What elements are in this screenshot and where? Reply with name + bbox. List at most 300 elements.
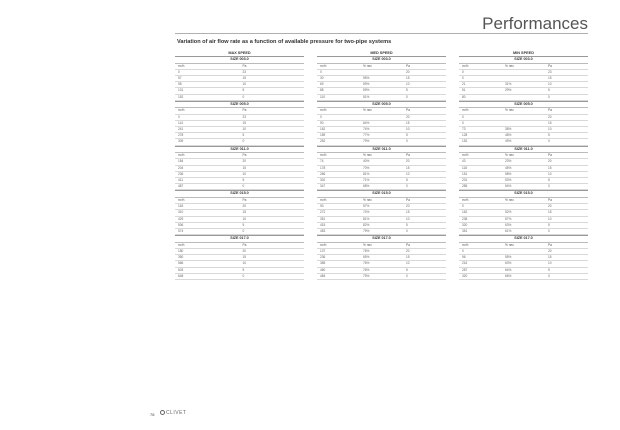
airflow-table [175,64,304,101]
table-cell: 15 [403,165,446,171]
column-header: Pa [545,243,588,249]
table-cell: 5 [403,178,446,184]
table-cell: 66% [502,273,545,279]
table-cell: 184 [175,159,240,165]
airflow-table [175,108,304,145]
table-cell: 55% [360,76,403,82]
airflow-table [317,243,446,280]
table-cell: 5 [403,88,446,94]
table-cell: 49% [502,139,545,145]
table-cell: 350 [175,255,240,261]
size-heading: SIZE 015.0 [459,190,588,198]
table-cell: 310 [175,210,240,216]
table-cell: 236 [175,171,240,177]
table-cell: 5 [403,133,446,139]
table-cell: 58% [502,171,545,177]
size-heading: SIZE 003.0 [175,56,304,64]
table-cell: 20 [545,114,588,120]
table-cell: 68% [360,184,403,190]
table-cell: 351 [317,216,360,222]
table-cell: 351 [459,229,502,235]
table-cell: 54% [502,184,545,190]
table-cell: 163 [175,204,240,210]
table-cell: 70% [360,165,403,171]
table-cell: 53% [502,178,545,184]
table-cell: 10 [545,171,588,177]
table-cell: 0 [459,114,502,120]
airflow-table [317,153,446,190]
table-cell: 347 [317,184,360,190]
table-cell: 0 [175,69,240,75]
table-cell: 10 [403,82,446,88]
table-cell: 5 [545,133,588,139]
table-cell: 152 [459,139,502,145]
column-header: m³/h [317,108,360,114]
table-cell: 10 [240,82,305,88]
table-cell: 30 [317,76,360,82]
size-heading: SIZE 017.0 [317,235,446,243]
table-cell: 21 [459,82,502,88]
table-cell: 15 [403,255,446,261]
brand-logo [160,410,187,416]
table-cell: 266 [317,171,360,177]
table-cell: 59% [360,88,403,94]
table-cell: 40% [360,159,403,165]
table-cell: 648 [175,273,240,279]
table-cell: 278 [175,133,240,139]
table-cell: 506 [175,222,240,228]
size-table [175,235,304,280]
header-divider [175,33,588,34]
table-cell: 5 [240,88,305,94]
column-header: m³/h [459,198,502,204]
table-cell: 309 [175,139,240,145]
table-cell: 0 [240,184,305,190]
size-table [317,101,446,146]
column-header: Pa [403,153,446,159]
table-cell: 76% [360,249,403,255]
column-header: m³/h [459,108,502,114]
airflow-table [459,108,588,145]
size-table [175,101,304,146]
column-header: m³/h [459,153,502,159]
table-cell: 15 [403,120,446,126]
size-table [317,146,446,191]
table-cell: 10 [240,127,305,133]
table-cell: 385 [317,261,360,267]
table-cell: 23 [240,114,305,120]
size-heading: SIZE 005.0 [317,101,446,109]
column-header: Pa [403,108,446,114]
table-cell: 31% [502,82,545,88]
table-cell: 20 [403,114,446,120]
column-header: m³/h [175,153,240,159]
size-heading: SIZE 011.0 [317,146,446,154]
table-row [175,184,304,190]
table-cell: 20 [240,204,305,210]
table-cell: 0 [545,184,588,190]
table-cell: 252 [317,139,360,145]
table-cell: 71% [360,178,403,184]
table-cell: 57% [502,216,545,222]
table-row [175,139,304,145]
table-cell: 43 [459,159,502,165]
table-cell: 118 [459,165,502,171]
column-header: Pa [545,64,588,70]
table-cell: 0 [403,139,446,145]
size-table [459,235,588,280]
column-header: % nec [360,198,403,204]
size-heading: SIZE 005.0 [175,101,304,109]
column-header: Pa [240,243,305,249]
size-heading: SIZE 015.0 [175,190,304,198]
table-cell: 73 [459,127,502,133]
column-header: % nec [502,64,545,70]
table-cell: 204 [175,165,240,171]
table-cell: 74 [317,159,360,165]
speed-heading: MIN SPEED [513,51,534,55]
table-cell: 0 [545,273,588,279]
airflow-table [459,243,588,280]
table-cell: 10 [545,82,588,88]
table-cell: 51 [459,88,502,94]
table-row [317,229,446,235]
column-header: Pa [545,108,588,114]
table-cell: 241 [175,127,240,133]
table-cell: 566 [175,261,240,267]
table-cell: 61% [502,229,545,235]
table-cell: 151 [459,171,502,177]
table-row [317,273,446,279]
page-title: Performances [482,14,588,33]
table-cell: 29% [502,88,545,94]
table-cell: 231 [459,178,502,184]
table-cell: 15 [240,165,305,171]
table-cell: 48% [502,133,545,139]
page-number: 78 [150,412,155,417]
table-cell: 5 [403,222,446,228]
table-cell: 216 [459,261,502,267]
table-cell: 57% [360,204,403,210]
size-table [175,190,304,235]
table-cell: 487 [175,184,240,190]
airflow-table [175,153,304,190]
table-cell: 20 [545,159,588,165]
table-row [459,184,588,190]
table-cell: 110 [317,94,360,100]
table-cell: 287 [459,267,502,273]
table-cell: 5 [545,267,588,273]
table-cell: 0 [459,120,502,126]
column-header: Pa [240,108,305,114]
table-cell: 79% [360,139,403,145]
table-cell: 272 [317,210,360,216]
table-cell: 0 [459,204,502,210]
table-cell: 0 [175,114,240,120]
table-cell: 15 [545,210,588,216]
table-cell: 10 [403,127,446,133]
table-cell: 23 [240,69,305,75]
table-cell: 90 [317,120,360,126]
table-cell: 5 [545,178,588,184]
table-row [459,94,588,100]
column-header: m³/h [175,108,240,114]
table-cell: 15 [545,165,588,171]
size-heading: SIZE 011.0 [175,146,304,154]
table-cell: 20 [403,69,446,75]
column-header: m³/h [317,198,360,204]
table-cell: 10 [403,171,446,177]
table-cell: 0 [403,94,446,100]
table-cell: 5 [545,88,588,94]
table-cell: 52% [502,210,545,216]
table-cell: 15 [545,255,588,261]
table-cell: 128 [459,133,502,139]
size-heading: SIZE 017.0 [175,235,304,243]
column-header: Pa [545,153,588,159]
table-cell: 152 [175,94,240,100]
table-cell: 20 [403,159,446,165]
table-cell: 141 [175,120,240,126]
airflow-table [317,64,446,101]
column-med-speed [317,50,446,280]
table-cell: 10 [240,261,305,267]
column-header: m³/h [459,64,502,70]
size-table [459,190,588,235]
size-table [317,56,446,101]
column-header: Pa [403,243,446,249]
table-cell: 137 [317,249,360,255]
column-header: % nec [360,153,403,159]
size-heading: SIZE 003.0 [459,56,588,64]
column-header: % nec [360,108,403,114]
table-cell: 59% [360,82,403,88]
size-heading: SIZE 003.0 [317,56,446,64]
table-cell: 302 [317,178,360,184]
column-header: m³/h [459,243,502,249]
table-cell: 80 [459,94,502,100]
speed-heading: MAX SPEED [228,51,251,55]
column-header: m³/h [175,243,240,249]
table-cell: 5 [240,267,305,273]
table-cell: 320 [459,222,502,228]
column-header: Pa [240,64,305,70]
airflow-table [459,64,588,101]
table-cell: 0 [240,229,305,235]
table-cell: 64% [502,267,545,273]
table-cell: 0 [403,184,446,190]
section-subtitle: Variation of air flow rate as a function of available pressure for two-pipe systems [177,39,392,45]
table-cell: 460 [317,267,360,273]
column-header: m³/h [317,64,360,70]
table-cell: 10 [545,216,588,222]
table-cell: 189 [317,133,360,139]
table-cell: 76% [360,261,403,267]
table-cell: 0 [240,273,305,279]
table-cell: 15 [545,120,588,126]
column-header: m³/h [317,243,360,249]
airflow-table [175,243,304,280]
table-cell: 57 [175,76,240,82]
table-cell: 15 [240,210,305,216]
column-max-speed [175,50,304,280]
table-cell: 285 [459,184,502,190]
table-cell: 79% [360,229,403,235]
table-row [317,94,446,100]
table-cell: 178 [317,165,360,171]
table-cell: 574 [175,229,240,235]
table-cell: 10 [403,261,446,267]
table-cell: 429 [175,216,240,222]
column-header: % nec [360,243,403,249]
airflow-table [317,198,446,235]
table-cell: 0 [240,139,305,145]
table-row [317,184,446,190]
table-cell: 0 [545,94,588,100]
table-cell: 236 [317,255,360,261]
column-header: % nec [502,198,545,204]
size-heading: SIZE 005.0 [459,101,588,109]
table-cell: 76% [360,267,403,273]
column-header: % nec [502,243,545,249]
table-cell: 238 [459,216,502,222]
table-cell: 162 [459,210,502,216]
table-cell: 23% [502,159,545,165]
table-row [459,139,588,145]
table-cell: 20 [403,249,446,255]
table-cell: 5 [545,222,588,228]
table-cell: 5 [240,133,305,139]
table-cell: 63% [502,222,545,228]
table-row [175,94,304,100]
table-cell: 55% [502,255,545,261]
column-header: % nec [360,64,403,70]
table-cell: 65% [360,255,403,261]
column-min-speed [459,50,588,280]
table-cell: 5 [240,178,305,184]
airflow-table [459,153,588,190]
table-cell: 74% [360,210,403,216]
table-cell: 74% [360,127,403,133]
table-cell: 162 [317,127,360,133]
size-heading: SIZE 017.0 [459,235,588,243]
speed-heading: MED SPEED [370,51,393,55]
clivet-logo-icon [160,410,165,415]
table-cell: 0 [403,229,446,235]
table-cell: 81% [360,216,403,222]
airflow-table [317,108,446,145]
table-cell: 0 [403,273,446,279]
table-cell: 81% [360,171,403,177]
table-cell: 45% [502,165,545,171]
column-header: Pa [403,198,446,204]
table-cell: 415 [317,222,360,228]
table-cell: 23 [545,69,588,75]
table-cell: 51% [360,94,403,100]
table-cell: 0 [240,94,305,100]
table-cell: 0 [459,69,502,75]
table-cell: 0 [317,114,360,120]
table-cell: 96 [459,255,502,261]
table-cell: 20 [545,249,588,255]
table-cell: 75% [360,273,403,279]
table-cell: 411 [175,178,240,184]
table-cell: 20 [240,249,305,255]
column-header: % nec [502,153,545,159]
column-header: Pa [240,198,305,204]
table-cell: 88 [317,88,360,94]
column-header: Pa [240,153,305,159]
table-row [317,139,446,145]
table-cell: 453 [317,229,360,235]
table-cell: 5 [403,267,446,273]
table-cell: 15 [403,76,446,82]
table-row [459,273,588,279]
table-cell: 77% [360,133,403,139]
table-cell: 0 [317,69,360,75]
table-row [175,229,304,235]
column-header: m³/h [317,153,360,159]
table-cell: 180 [175,249,240,255]
table-cell: 15 [240,120,305,126]
table-cell: 20 [403,204,446,210]
table-cell: 38% [502,127,545,133]
table-cell: 20 [240,159,305,165]
table-cell: 15 [240,76,305,82]
table-cell: 15 [403,210,446,216]
size-heading: SIZE 015.0 [317,190,446,198]
airflow-table [459,198,588,235]
table-cell: 0 [459,76,502,82]
table-cell: 98 [175,82,240,88]
table-cell: 0 [459,249,502,255]
column-header: % nec [502,108,545,114]
table-cell: 82% [360,222,403,228]
table-cell: 10 [545,127,588,133]
size-table [317,190,446,235]
size-table [175,56,304,101]
table-cell: 93 [317,204,360,210]
column-header: m³/h [175,64,240,70]
table-row [175,273,304,279]
table-cell: 20 [545,204,588,210]
table-cell: 0 [545,229,588,235]
table-cell: 64% [360,120,403,126]
table-cell [502,94,545,100]
table-cell: 484 [317,273,360,279]
size-table [175,146,304,191]
column-header: Pa [545,198,588,204]
airflow-table [175,198,304,235]
table-cell: 603 [175,267,240,273]
size-table [459,146,588,191]
table-cell: 15 [240,255,305,261]
size-table [459,101,588,146]
table-cell: 15 [545,76,588,82]
table-cell: 320 [459,273,502,279]
table-cell: 131 [175,88,240,94]
table-cell: 5 [240,222,305,228]
performance-tables [175,50,588,280]
table-cell: 0 [545,139,588,145]
table-cell: 10 [240,171,305,177]
column-header: m³/h [175,198,240,204]
table-cell: 10 [240,216,305,222]
table-row [459,229,588,235]
column-header: Pa [403,64,446,70]
table-cell: 69 [317,82,360,88]
table-cell: 63% [502,261,545,267]
